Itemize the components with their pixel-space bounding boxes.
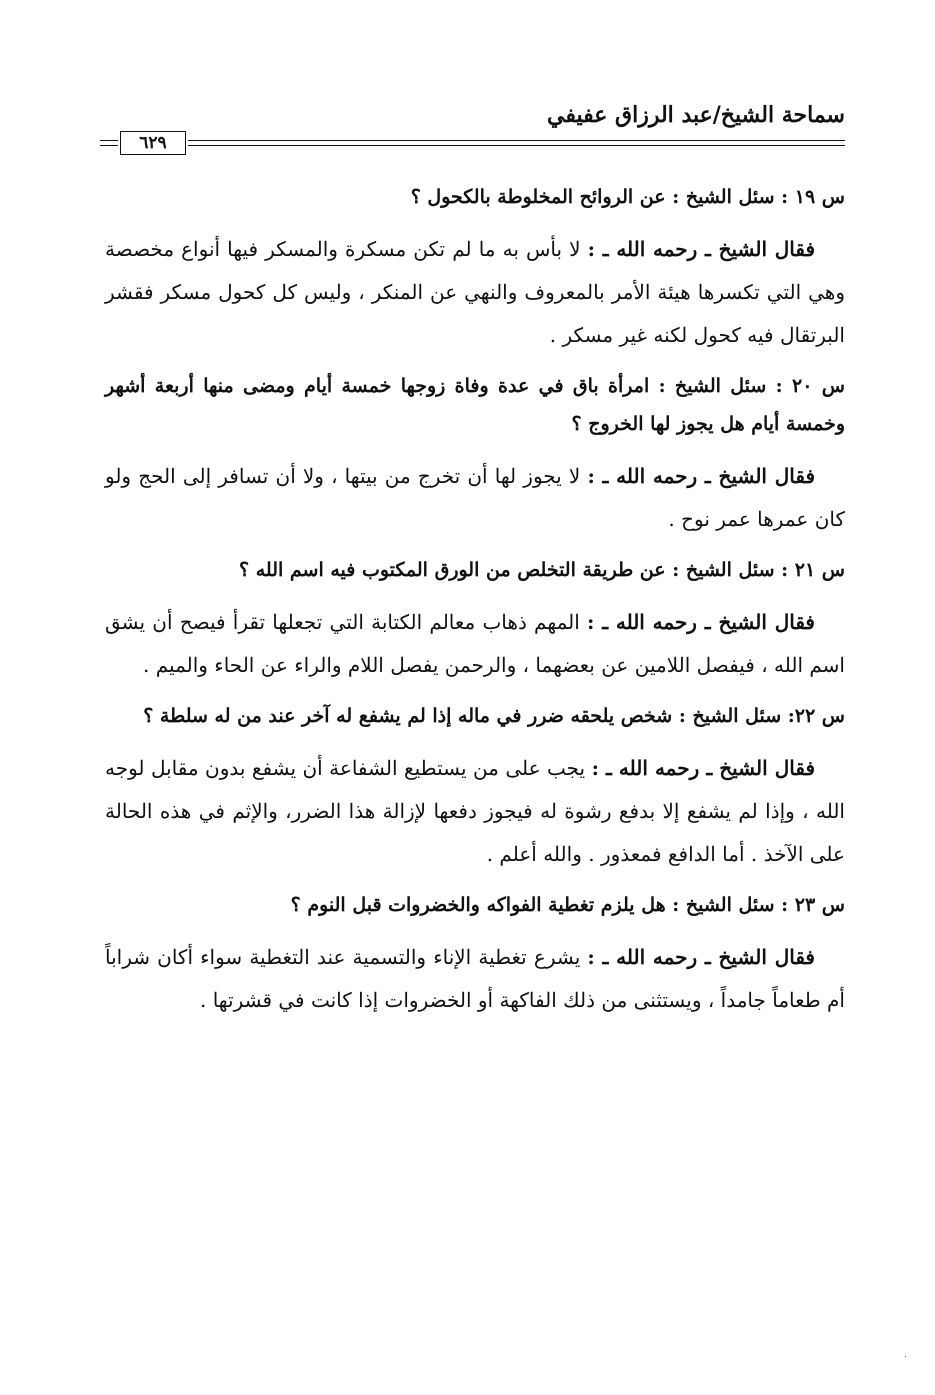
- answer-text: يجب على من يستطيع الشفاعة أن يشفع بدون مقابل لوجه الله ، وإذا لم يشفع إلا بدفع رشوة له فيجوز دفعها لإزالة هذا الضرر، والإثم في هذه الحالة على الآخذ . أما الدافع فمعذور . والله أعلم .: [105, 756, 845, 866]
- question-23: س ٢٣ : سئل الشيخ : هل يلزم تغطية الفواكه والخضروات قبل النوم ؟: [290, 894, 845, 916]
- qa-item-19: [105, 178, 845, 357]
- qa-item-22: [105, 697, 845, 876]
- answer-lead: فقال الشيخ ـ رحمه الله ـ :: [587, 945, 815, 969]
- page-body: [105, 178, 845, 1032]
- answer-lead: فقال الشيخ ـ رحمه الله ـ :: [591, 756, 816, 780]
- answer-lead: فقال الشيخ ـ رحمه الله ـ :: [587, 237, 816, 261]
- page-number: ٦٢٩: [120, 131, 186, 155]
- page-header: [100, 100, 845, 158]
- qa-item-20: [105, 367, 845, 541]
- question-22: س ٢٢: سئل الشيخ : شخص يلحقه ضرر في ماله إذا لم يشفع له آخر عند من له سلطة ؟: [143, 705, 845, 727]
- header-rule-left: [100, 140, 118, 146]
- answer-21: [105, 601, 845, 687]
- header-rule: [188, 140, 845, 146]
- question-20: س ٢٠ : سئل الشيخ : امرأة باق في عدة وفاة زوجها خمسة أيام ومضى منها أربعة أشهر وخمسة أيام هل يجوز لها الخروج ؟: [105, 375, 845, 435]
- answer-23: [105, 936, 845, 1022]
- qa-item-23: [105, 886, 845, 1022]
- answer-22: [105, 747, 845, 876]
- answer-text: لا يجوز لها أن تخرج من بيتها ، ولا أن تسافر إلى الحج ولو كان عمرها عمر نوح .: [105, 464, 845, 531]
- answer-text: المهم ذهاب معالم الكتابة التي تجعلها تقرأ فيصح أن يشق اسم الله ، فيفصل اللامين عن بعضهما ، والرحمن يفصل اللام والراء عن الحاء والميم .: [105, 610, 845, 677]
- answer-lead: فقال الشيخ ـ رحمه الله ـ :: [587, 464, 816, 488]
- answer-lead: فقال الشيخ ـ رحمه الله ـ :: [587, 610, 815, 634]
- answer-text: يشرع تغطية الإناء والتسمية عند التغطية سواء أكان شراباً أم طعاماً جامداً ، ويستثنى من ذلك الفاكهة أو الخضروات إذا كانت في قشرتها .: [105, 945, 845, 1012]
- question-21: س ٢١ : سئل الشيخ : عن طريقة التخلص من الورق المكتوب فيه اسم الله ؟: [239, 559, 845, 581]
- answer-text: لا بأس به ما لم تكن مسكرة والمسكر فيها أنواع مخصصة وهي التي تكسرها هيئة الأمر بالمعروف والنهي عن المنكر ، وليس كل كحول مسكر فقشر البرتقال فيه كحول لكنه غير مسكر .: [105, 237, 845, 347]
- qa-item-21: [105, 551, 845, 687]
- answer-20: [105, 455, 845, 541]
- question-19: س ١٩ : سئل الشيخ : عن الروائح المخلوطة بالكحول ؟: [410, 186, 845, 208]
- scan-mark: ·: [904, 1352, 908, 1363]
- answer-19: [105, 228, 845, 357]
- running-title: سماحة الشيخ/عبد الرزاق عفيفي: [547, 102, 845, 128]
